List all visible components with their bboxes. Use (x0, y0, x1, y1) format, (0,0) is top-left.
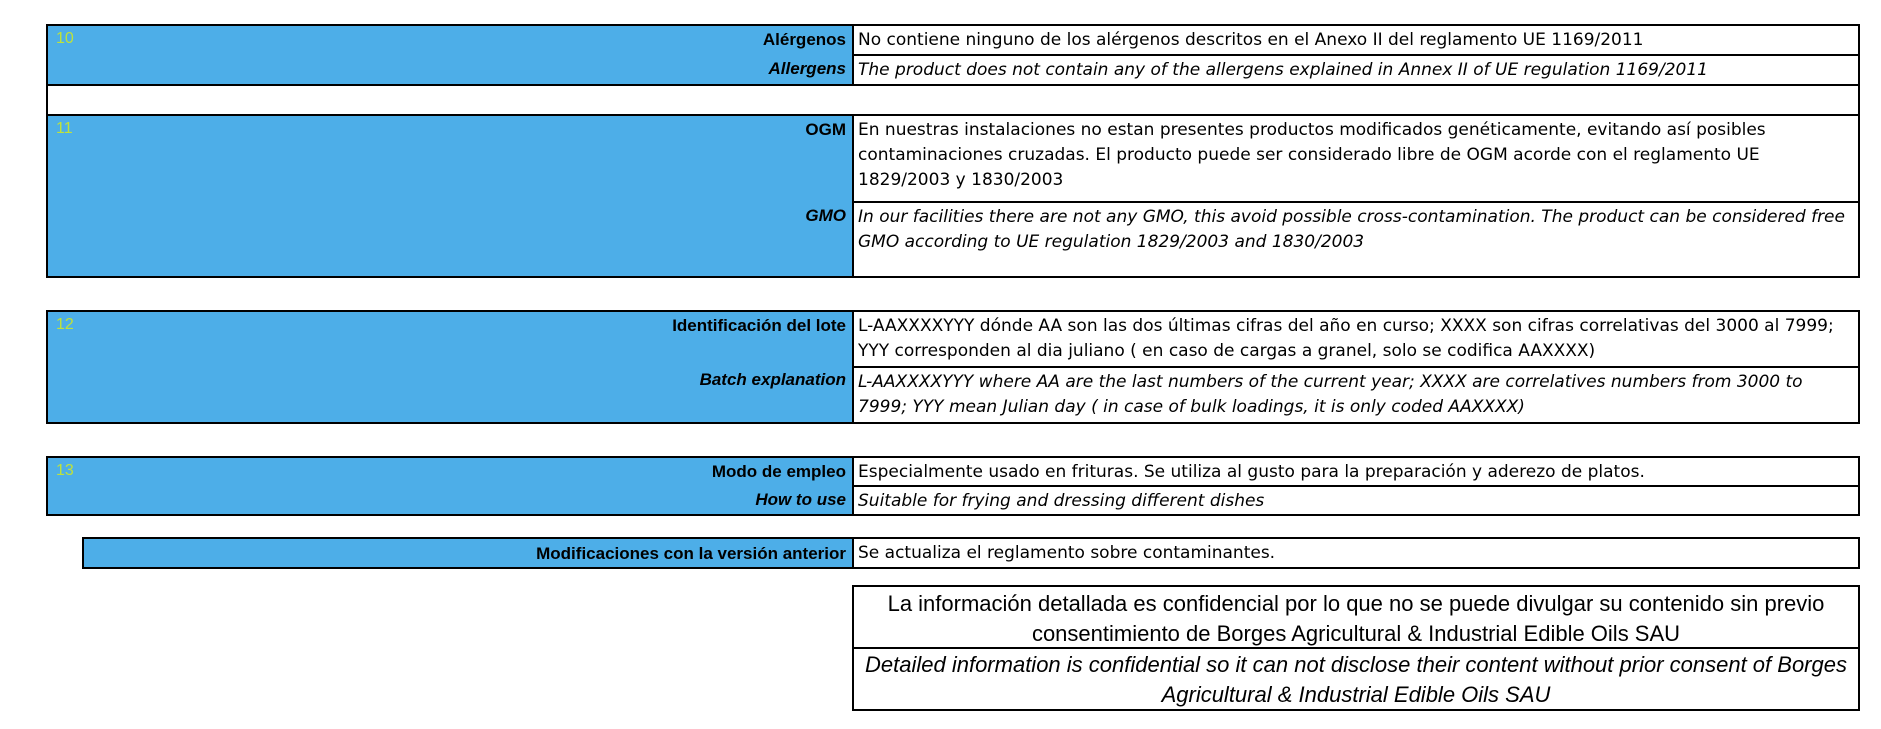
section-number: 12 (56, 316, 74, 333)
modifications-text: Se actualiza el reglamento sobre contaminantes. (852, 537, 1860, 569)
text-spanish: En nuestras instalaciones no estan presentes productos modificados genéticamente, evitando así posibles contaminaciones cruzadas. El producto puede ser considerado libre de OGM acorde con el reglamento UE 1829/2003 y 1830/2003 (852, 114, 1860, 203)
text-spanish: Especialmente usado en frituras. Se utiliza al gusto para la preparación y aderezo de platos. (852, 456, 1860, 487)
section-label-panel (46, 114, 854, 278)
label-spanish: Modo de empleo (711, 462, 846, 481)
modifications-label-panel (82, 537, 854, 569)
section-label-panel (46, 24, 854, 86)
text-spanish: No contiene ninguno de los alérgenos descritos en el Anexo II del reglamento UE 1169/2011 (852, 24, 1860, 56)
label-spanish: Alérgenos (762, 30, 846, 49)
section-number: 11 (56, 120, 73, 137)
text-english: The product does not contain any of the allergens explained in Annex II of UE regulation 1169/2011 (852, 54, 1860, 86)
confidential-english: Detailed information is confidential so it can not disclose their content without prior consent of Borges Agricultural & Industrial Edible Oils SAU (852, 647, 1860, 711)
label-spanish: Identificación del lote (672, 316, 846, 335)
text-english: L-AAXXXXYYY where AA are the last numbers of the current year; XXXX are correlatives numbers from 3000 to 7999; YYY mean Julian day ( in case of bulk loadings, it is only coded AAXXXX) (852, 366, 1860, 424)
section-number: 13 (56, 462, 74, 479)
text-spanish: L-AAXXXXYYY dónde AA son las dos últimas cifras del año en curso; XXXX son cifras correlativas del 3000 al 7999; YYY corresponden al dia juliano ( en caso de cargas a granel, solo se codifica AAXXXX) (852, 310, 1860, 368)
section-label-panel (46, 456, 854, 516)
section-label-panel (46, 310, 854, 424)
label-spanish: OGM (805, 120, 846, 139)
modifications-label: Modificaciones con la versión anterior (536, 544, 846, 563)
label-english: How to use (755, 490, 846, 509)
section-number: 10 (56, 30, 74, 47)
label-english: Allergens (768, 59, 846, 78)
label-english: Batch explanation (699, 370, 846, 389)
label-english: GMO (805, 206, 846, 225)
text-english: In our facilities there are not any GMO, this avoid possible cross-contamination. The product can be considered free GMO according to UE regulation 1829/2003 and 1830/2003 (852, 201, 1860, 278)
empty-row (46, 84, 1860, 116)
confidential-spanish: La información detallada es confidencial por lo que no se puede divulgar su contenido sin previo consentimiento de Borges Agricultural & Industrial Edible Oils SAU (852, 585, 1860, 649)
text-english: Suitable for frying and dressing different dishes (852, 485, 1860, 516)
